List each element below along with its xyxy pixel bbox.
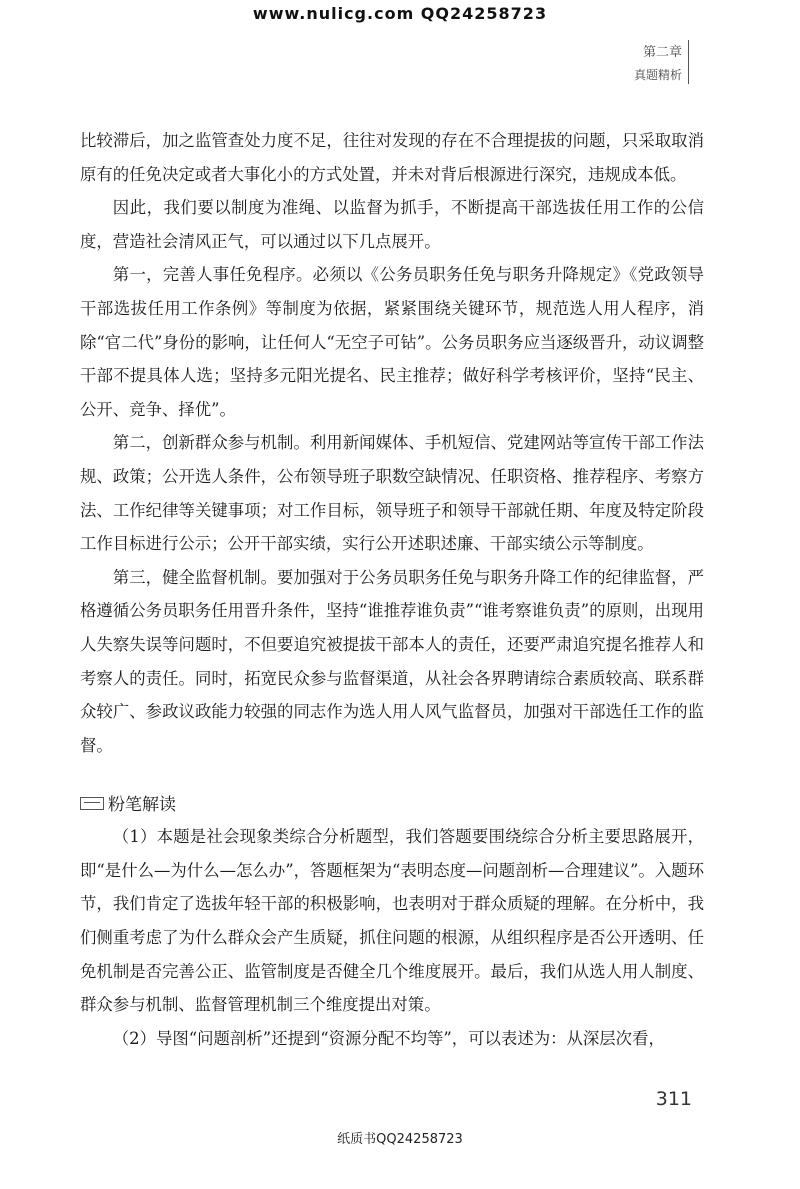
page-body [80,124,704,1055]
chapter-divider [688,40,689,84]
chalk-icon [80,797,104,810]
analysis-paragraph-2: （2）导图“问题剖析”还提到“资源分配不均等”，可以表述为：从深层次看， [112,1028,665,1048]
header-watermark: www.nulicg.com QQ24258723 [252,4,548,23]
paragraph-continuation: 比较滞后，加之监管查处力度不足，往往对发现的存在不合理提拔的问题，只采取取消原有的任免决定或者大事化小的方式处置，并未对背后根源进行深究，违规成本低。 [80,131,704,184]
section-spacer [80,762,704,790]
footer-watermark: 纸质书QQ24258723 [337,1132,463,1147]
paragraph-intro: 因此，我们要以制度为准绳、以监督为抓手，不断提高干部选拔任用工作的公信度，营造社会清风正气，可以通过以下几点展开。 [80,198,704,251]
section-title: 粉笔解读 [108,795,176,816]
paragraph-point-2: 第二，创新群众参与机制。利用新闻媒体、手机短信、党建网站等宣传干部工作法规、政策；公开选人条件，公布领导班子职数空缺情况、任职资格、推荐程序、考察方法、工作纪律等关键事项；对工作目标，领导班子和领导干部就任期、年度及特定阶段工作目标进行公示；公开干部实绩，实行公开述职述廉、干部实绩公示等制度。 [80,433,704,554]
chapter-heading [634,42,682,86]
paragraph-point-3: 第三，健全监督机制。要加强对于公务员职务任免与职务升降工作的纪律监督，严格遵循公务员职务任用晋升条件，坚持“谁推荐谁负责”“谁考察谁负责”的原则，出现用人失察失误等问题时，不但要追究被提拔干部本人的责任，还要严肃追究提名推荐人和考察人的责任。同时，拓宽民众参与监督渠道，从社会各界聘请综合素质较高、联系群众较广、参政议政能力较强的同志作为选人用人风气监督员，加强对干部选任工作的监督。 [80,567,704,755]
chapter-title: 第二章 [642,45,682,60]
section-heading [80,790,704,820]
chapter-subtitle: 真题精析 [633,68,682,82]
paragraph-point-1: 第一，完善人事任免程序。必须以《公务员职务任免与职务升降规定》《党政领导干部选拔任用工作条例》等制度为依据，紧紧围绕关键环节，规范选人用人程序，消除“官二代”身份的影响，让任何人“无空子可钻”。公务员职务应当逐级晋升，动议调整干部不提具体人选；坚持多元阳光提名、民主推荐；做好科学考核评价，坚持“民主、公开、竞争、择优”。 [80,265,704,419]
page-number: 311 [655,1088,692,1110]
analysis-paragraph-1: （1）本题是社会现象类综合分析题型，我们答题要围绕综合分析主要思路展开，即“是什么—为什么—怎么办”，答题框架为“表明态度—问题剖析—合理建议”。入题环节，我们肯定了选拔年轻干部的积极影响，也表明对于群众质疑的理解。在分析中，我们侧重考虑了为什么群众会产生质疑，抓住问题的根源，从组织程序是否公开透明、任免机制是否完善公正、监管制度是否健全几个维度展开。最后，我们从选人用人制度、群众参与机制、监督管理机制三个维度提出对策。 [80,827,704,1015]
